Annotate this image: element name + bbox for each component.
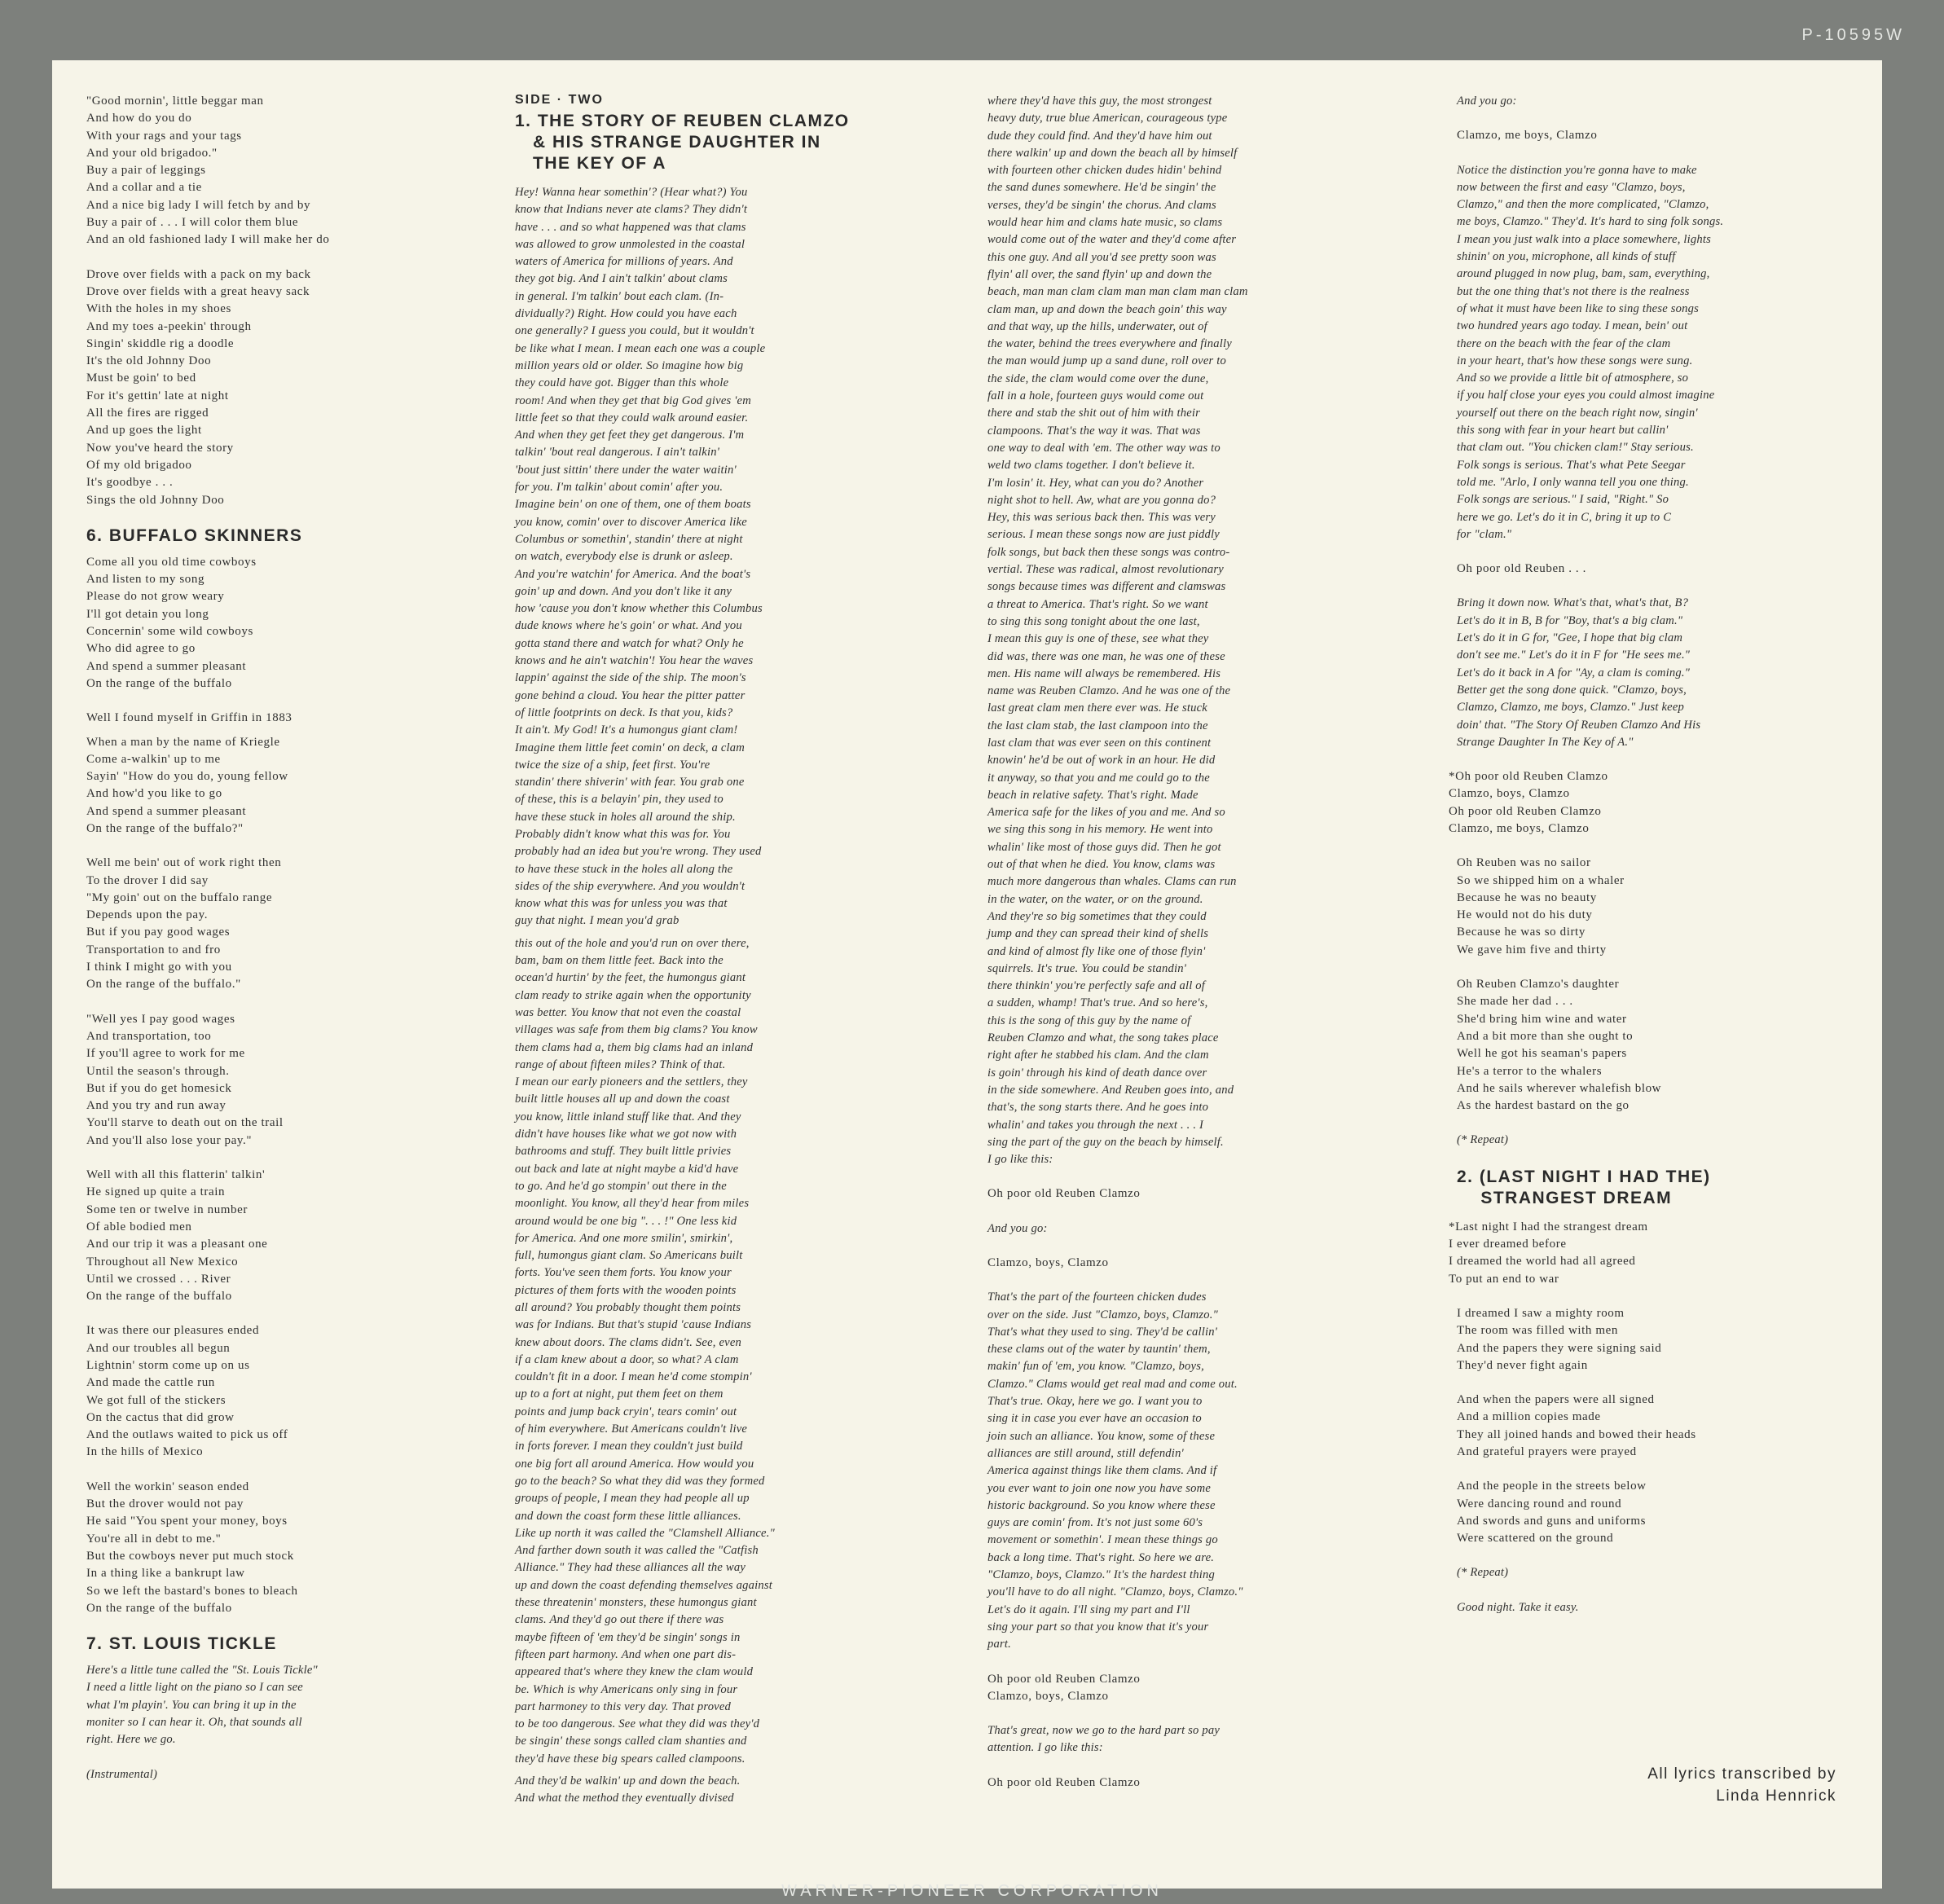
spoken-monologue: this out of the hole and you'd run on over there, bam, bam on them little feet. Back into the ocean'd hurtin' by the feet, the humongus giant clam ready to strike again when the opportunity was better. You know that not even the coastal villages was safe from them big clams? You know them clams had a, them big clams had an inland range of about fifteen miles? Think of that. I mean our early pioneers and the settlers, they built little houses all up and down the coast you know, little inland stuff like that. And they didn't have houses like what we got now with bathrooms and stuff. They built little privies out back and late at night maybe a kid'd have to go. And he'd go stompin' out there in the moonlight. You know, all they'd hear from miles around would be one big ". . . !" One less kid for America. And one more smilin', smirkin', full, humongus giant clam. So Americans built forts. You've seen them forts. You know your pictures of them forts with the wooden points all around? You probably thought them points was for Indians. But that's stupid 'cause Indians knew about doors. The clams didn't. See, even if a clam knew about a door, so what? A clam couldn't fit in a door. I mean he'd come stompin' up to a fort at night, put them feet on them points and jump back cryin', tears comin' out of him everywhere. But Americans couldn't live in forts forever. I mean they couldn't just build one big fort all around America. How would you go to the beach? So what they did was they formed groups of people, I mean they had people all up and down the coast form these little alliances. Like up north it was called the "Clamshell Alliance." And farther down south it was called the "Catfish Alliance." They had these alliances all the way up and down the coast defending themselves against these threatenin' monsters, these humongus giant clams. And they'd go out there if there was maybe fifteen of 'em they'd be singin' songs in fifteen part harmony. And when one part dis- appeared that's where they knew the clam would be. Which is why Americans only sing in four part harmoney to this very day. That proved to be too dangerous. See what they did was they'd be singin' these songs called clam shanties and they'd have these big spears called clampoons.: [515, 936, 775, 1765]
song-title: 7. ST. LOUIS TICKLE: [86, 1634, 277, 1654]
instrumental-note: (Instrumental): [86, 1767, 158, 1781]
song-title: 2. (LAST NIGHT I HAD THE) STRANGEST DREAM: [1457, 1167, 1711, 1207]
lyric-verse: Well with all this flatterin' talkin' He signed up quite a train Some ten or twelve in number Of able bodied men And our trip it was a pleasant one Throughout all New Mexico Until we crossed . . . River On the range of the buffalo: [86, 1168, 268, 1304]
lyric-line: Oh poor old Reuben Clamzo: [987, 1187, 1141, 1201]
lyric-line: Oh poor old Reuben Clamzo Clamzo, boys, Clamzo: [987, 1672, 1141, 1703]
lyric-verse: When a man by the name of Kriegle Come a-walkin' up to me Sayin' "How do you do, young fellow And how'd you like to go And spend a summer pleasant On the range of the buffalo?": [86, 735, 288, 835]
spoken-monologue: Notice the distinction you're gonna have to make now between the first and easy "Clamzo, boys, Clamzo," and then the more complicated, "Clamzo, me boys, Clamzo." They'd. It's hard to sing folk songs. I mean you just walk into a place somewhere, lights shinin' on you, microphone, all kinds of stuff around plugged in now plug, bam, sam, everything, but the one thing that's not there is the realness of what it must have been like to sing these songs two hundred years ago today. I mean, bein' out there on the beach with the fear of the clam in your heart, that's how these songs were sung. And so we provide a little bit of atmosphere, so if you half close your eyes you could almost imagine yourself out there on the beach right now, singin' this song with fear in your heart but callin' that clam out. "You chicken clam!" Stay serious. Folk songs is serious. That's what Pete Seegar told me. "Arlo, I only wanna tell you one thing. Folk songs are serious." I said, "Right." So here we go. Let's do it in C, bring it up to C for "clam.": [1457, 163, 1724, 541]
lyric-verse: I dreamed I saw a mighty room The room was filled with men And the papers they were signing said They'd never fight again: [1457, 1306, 1662, 1372]
spoken-line: And you go:: [1457, 95, 1517, 108]
spoken-monologue: Bring it down now. What's that, what's that, B? Let's do it in B, B for "Boy, that's a big clam." Let's do it in G for, "Gee, I hope that big clam don't see me." Let's do it in F for "He sees me." Let's do it back in A for "Ay, a clam is coming." Better get the song done quick. "Clamzo, boys, Clamzo, Clamzo, me boys, Clamzo." Just keep doin' that. "The Story Of Reuben Clamzo And His Strange Daughter In The Key of A.": [1457, 596, 1701, 749]
lyric-line: Oh poor old Reuben Clamzo: [987, 1775, 1141, 1789]
spoken-line: And you go:: [987, 1221, 1048, 1235]
repeat-note: (* Repeat): [1457, 1133, 1509, 1147]
footer-publisher: WARNER-PIONEER CORPORATION: [781, 1882, 1163, 1900]
column-2: [515, 93, 955, 1825]
spoken-intro: Here's a little tune called the "St. Louis Tickle" I need a little light on the piano so I can see what I'm playin'. You can bring it up in the moniter so I can hear it. Oh, that sounds all right. Here we go.: [86, 1664, 318, 1747]
lyric-line: Clamzo, boys, Clamzo: [987, 1256, 1109, 1269]
lyric-verse: Oh Reuben Clamzo's daughter She made her dad . . . She'd bring him wine and water And a bit more than she ought to Well he got his seaman's papers He's a terror to the whalers And he sails wherever whalefish blow As the hardest bastard on the go: [1457, 978, 1662, 1113]
closing-line: Good night. Take it easy.: [1457, 1600, 1579, 1614]
lyric-verse: Come all you old time cowboys And listen to my song Please do not grow weary I'll got detain you long Concernin' some wild cowboys Who did agree to go And spend a summer pleasant On the range of the buffalo: [86, 555, 257, 690]
lyric-verse: It was there our pleasures ended And our troubles all begun Lightnin' storm come up on us And made the cattle run We got full of the stickers On the cactus that did grow And the outlaws waited to pick us off In the hills of Mexico: [86, 1324, 288, 1459]
song-title: 6. BUFFALO SKINNERS: [86, 525, 303, 545]
chorus: *Last night I had the strangest dream I ever dreamed before I dreamed the world had all agreed To put an end to war: [1449, 1220, 1648, 1286]
lyric-verse: Well the workin' season ended But the drover would not pay He said "You spent your money, boys You're all in debt to me." But the cowboys never put much stock In a thing like a bankrupt law So we left the bastard's bones to bleach On the range of the buffalo: [86, 1480, 298, 1615]
lyric-line: Oh poor old Reuben . . .: [1457, 562, 1586, 576]
spoken-monologue: And they'd be walkin' up and down the beach. And what the method they eventually divised: [515, 1774, 741, 1805]
lyric-verse: Drove over fields with a pack on my back Drove over fields with a great heavy sack With the holes in my shoes And my toes a-peekin' through Singin' skiddle rig a doodle It's the old Johnny Doo Must be goin' to bed For it's gettin' late at night All the fires are rigged And up goes the light Now you've heard the story Of my old brigadoo It's goodbye . . . Sings the old Johnny Doo: [86, 267, 311, 507]
lyric-verse: "Good mornin', little beggar man And how do you do With your rags and your tags And your old brigadoo." Buy a pair of leggings And a collar and a tie And a nice big lady I will fetch by and by Buy a pair of . . . I will color them blue And an old fashioned lady I will make her do: [86, 95, 330, 247]
lyric-verse: And the people in the streets below Were dancing round and round And swords and guns and uniforms Were scattered on the ground: [1457, 1480, 1647, 1546]
transcription-credit: [1647, 1763, 1836, 1807]
spoken-monologue: That's the part of the fourteen chicken dudes over on the side. Just "Clamzo, boys, Clamzo." That's what they used to sing. They'd be callin' these clams out of the water by tauntin' them, makin' fun of 'em, you know. "Clamzo, boys, Clamzo." Clams would get real mad and come out. That's true. Okay, here we go. I want you to sing it in case you ever have an occasion to join such an alliance. You know, some of these alliances are still around, still defendin' America against things like them clams. And if you ever want to join one now you have some historic background. So you know where these guys are comin' from. It's not just some 60's movement or somethin'. I mean these things go back a long time. That's right. So here we are. "Clamzo, boys, Clamzo." It's the hardest thing you'll have to do all night. "Clamzo, boys, Clamzo." Let's do it again. I'll sing my part and I'll sing your part so that you know that it's your part.: [987, 1291, 1243, 1651]
lyric-sheet: [52, 60, 1882, 1889]
credit-text: All lyrics transcribed by Linda Hennrick: [1647, 1765, 1836, 1805]
song-title: 1. THE STORY OF REUBEN CLAMZO & HIS STRANGE DAUGHTER IN THE KEY OF A: [515, 112, 850, 173]
lyric-verse: "Well yes I pay good wages And transportation, too If you'll agree to work for me Until the season's through. But if you do get homesick And you try and run away You'll starve to death out on the trail And you'll also lose your pay.": [86, 1012, 284, 1147]
column-3: [987, 93, 1427, 1809]
lyric-verse: Oh Reuben was no sailor So we shipped him on a whaler Because he was no beauty He would not do his duty Because he was so dirty We gave him five and thirty: [1457, 856, 1625, 956]
spoken-line: That's great, now we go to the hard part so pay attention. I go like this:: [987, 1724, 1220, 1755]
spoken-monologue: where they'd have this guy, the most strongest heavy duty, true blue American, courageous type dude they could find. And they'd have him out there walkin' up and down the beach all by himself with fourteen other chicken dudes hidin' behind the sand dunes somewhere. He'd be singin' the verses, they'd be singin' the chorus. And clams would hear him and clams hate music, so clams would come out of the water and they'd come after this one guy. And all you'd see pretty soon was flyin' all over, the sand flyin' up and down the beach, man man clam clam man man clam man clam clam man, up and down the beach goin' this way and that way, up the hills, underwater, out of the water, behind the trees everywhere and finally the man would jump up a sand dune, roll over to the side, the clam would come over the dune, fall in a hole, fourteen guys would come out there and stab the shit out of him with their clampoons. That's the way it was. That was one way to deal with 'em. The other way was to weld two clams together. I don't believe it. I'm losin' it. Hey, what can you do? Another night shot to hell. Aw, what are you gonna do? Hey, this was serious back then. This was very serious. I mean these songs now are just piddly folk songs, but back then these songs was contro- vertial. These was radical, almost revolutionary songs because times was different and clamswas a threat to America. That's right. So we want to sing this song tonight about the one last, I mean this guy is one of these, see what they did was, there was one man, he was one of these men. His name will always be remembered. His name was Reuben Clamzo. And he was one of the last great clam men there ever was. He stuck the last clam stab, the last clampoon into the last clam that was ever seen on this continent knowin' he'd be out of work in an hour. He did it anyway, so that you and me could go to the beach in relative safety. That's right. Made America safe for the likes of you and me. And so we sing this song in his memory. He went into whalin' like most of those guys did. Then he got out of that when he died. You know, clams was much more dangerous than whales. Clams can run in the water, on the water, or on the ground. And they're so big sometimes that they could jump and they can spread their kind of shells and kind of almost fly like one of those flyin' squirrels. It's true. You could be standin' there thinkin' you're perfectly safe and all of a sudden, whamp! That's true. And so here's, this is the song of this guy by the name of Reuben Clamzo and what, the song takes place right after he stabbed his clam. And the clam is goin' through his kind of death dance over in the side somewhere. And Reuben goes into, and that's, the song starts there. And he goes into whalin' and takes you through the next . . . I sing the part of the guy on the beach by himself. I go like this:: [987, 95, 1248, 1167]
side-label: SIDE · TWO: [515, 93, 604, 107]
lyric-verse: Well I found myself in Griffin in 1883: [86, 711, 292, 725]
repeat-note: (* Repeat): [1457, 1566, 1509, 1580]
lyric-verse: Well me bein' out of work right then To the drover I did say "My goin' out on the buffalo range Depends upon the pay. But if you pay good wages Transportation to and fro I think I might go with you On the range of the buffalo.": [86, 856, 282, 992]
chorus: *Oh poor old Reuben Clamzo Clamzo, boys, Clamzo Oh poor old Reuben Clamzo Clamzo, me boys, Clamzo: [1449, 770, 1608, 835]
column-4: [1449, 93, 1864, 1634]
spoken-monologue: Hey! Wanna hear somethin'? (Hear what?) You know that Indians never ate clams? They didn't have . . . and so what happened was that clams was allowed to grow unmolested in the coastal waters of America for millions of years. And they got big. And I ain't talkin' about clams in general. I'm talkin' bout each clam. (In- dividually?) Right. How could you have each one generally? I guess you could, but it wouldn't be like what I mean. I mean each one was a couple million years old or older. So imagine how big they could have got. Bigger than this whole room! And when they get that big God gives 'em little feet so that they could walk around easier. And when they get feet they get dangerous. I'm talkin' 'bout real dangerous. I ain't talkin' 'bout just sittin' there under the water waitin' for you. I'm talkin' about comin' after you. Imagine bein' on one of them, one of them boats you know, comin' over to discover America like Columbus or somethin', standin' there at night on watch, everybody else is drunk or asleep. And you're watchin' for America. And the boat's goin' up and down. And you don't like it any how 'cause you don't know whether this Columbus dude knows where he's goin' or what. And you gotta stand there and watch for what? Only he knows and he ain't watchin'! You hear the waves lappin' against the side of the ship. The moon's gone behind a cloud. You hear the pitter patter of little footprints on deck. Is that you, kids? It ain't. My God! It's a humongus giant clam! Imagine them little feet comin' on deck, a clam twice the size of a ship, feet first. You're standin' there shiverin' with fear. You grab one of these, this is a belayin' pin, they used to have these stuck in holes all around the ship. Probably didn't know what this was for. You probably had an idea but you're wrong. They used to have these stuck in the holes all along the sides of the ship everywhere. And you wouldn't know what this was for unless you was that guy that night. I mean you'd grab: [515, 186, 766, 928]
lyric-verse: And when the papers were all signed And a million copies made They all joined hands and bowed their heads And grateful prayers were prayed: [1457, 1393, 1696, 1458]
lyric-line: Clamzo, me boys, Clamzo: [1457, 129, 1598, 143]
column-1: [86, 93, 469, 1801]
catalog-number: P-10595W: [1801, 26, 1905, 44]
